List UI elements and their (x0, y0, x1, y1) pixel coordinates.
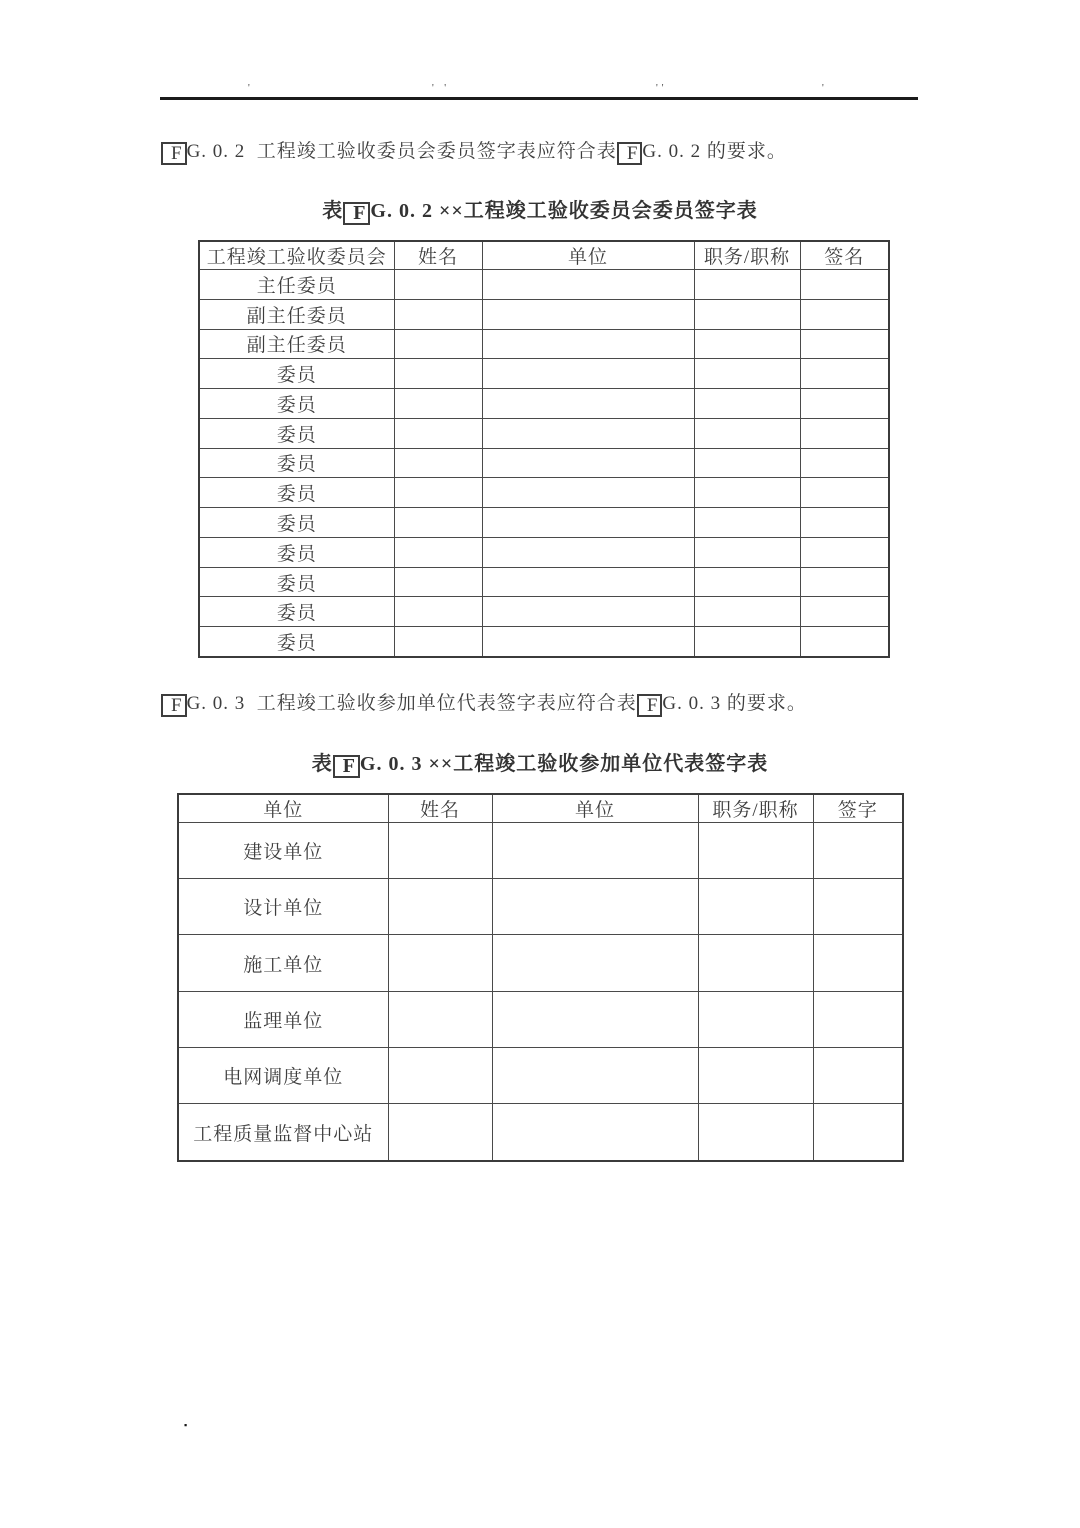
empty-fill-cell (492, 1104, 698, 1161)
empty-fill-cell (394, 478, 482, 508)
empty-fill-cell (394, 567, 482, 597)
empty-fill-cell (388, 1047, 492, 1103)
empty-fill-cell (813, 935, 903, 991)
table-row (199, 537, 889, 567)
empty-fill-cell (694, 597, 800, 627)
column-header: 签名 (800, 241, 889, 270)
empty-fill-cell (698, 991, 813, 1047)
header-noise-mark: '' (656, 83, 668, 94)
empty-fill-cell (800, 508, 889, 538)
table-header-row (199, 241, 889, 270)
table-row (199, 270, 889, 300)
empty-fill-cell (698, 879, 813, 935)
row-label-cell: 委员 (199, 418, 394, 448)
empty-fill-cell (694, 537, 800, 567)
table-row (178, 1047, 903, 1103)
column-header: 姓名 (394, 241, 482, 270)
row-label-cell: 委员 (199, 508, 394, 538)
clause-text: G. 0. 3 的要求。 (662, 693, 807, 714)
empty-fill-cell (394, 627, 482, 657)
table-row (199, 418, 889, 448)
row-label-cell: 委员 (199, 389, 394, 419)
empty-fill-cell (482, 418, 694, 448)
row-label-cell: 委员 (199, 627, 394, 657)
empty-fill-cell (482, 448, 694, 478)
row-label-cell: 施工单位 (178, 935, 388, 991)
empty-fill-cell (694, 389, 800, 419)
boxed-glyph: F (637, 694, 663, 717)
table-row (199, 597, 889, 627)
empty-fill-cell (800, 329, 889, 359)
empty-fill-cell (394, 418, 482, 448)
table-row (199, 627, 889, 657)
row-label-cell: 监理单位 (178, 991, 388, 1047)
column-header: 签字 (813, 794, 903, 823)
empty-fill-cell (482, 597, 694, 627)
empty-fill-cell (482, 478, 694, 508)
empty-fill-cell (388, 879, 492, 935)
title-prefix: 表 (322, 200, 344, 222)
empty-fill-cell (694, 359, 800, 389)
empty-fill-cell (800, 627, 889, 657)
empty-fill-cell (492, 935, 698, 991)
empty-fill-cell (694, 299, 800, 329)
table-row (199, 299, 889, 329)
row-label-cell: 委员 (199, 567, 394, 597)
empty-fill-cell (394, 389, 482, 419)
empty-fill-cell (694, 627, 800, 657)
empty-fill-cell (800, 299, 889, 329)
participating-unit-signature-table (177, 793, 904, 1162)
row-label-cell: 建设单位 (178, 823, 388, 879)
empty-fill-cell (813, 1047, 903, 1103)
empty-fill-cell (492, 991, 698, 1047)
table-fg-0-2-title (0, 194, 1080, 225)
empty-fill-cell (800, 597, 889, 627)
empty-fill-cell (800, 537, 889, 567)
table-row (199, 389, 889, 419)
boxed-glyph: F (333, 755, 360, 778)
empty-fill-cell (492, 879, 698, 935)
committee-member-signature-table (198, 240, 890, 658)
empty-fill-cell (694, 270, 800, 300)
empty-fill-cell (394, 329, 482, 359)
empty-fill-cell (482, 567, 694, 597)
row-label-cell: 委员 (199, 478, 394, 508)
empty-fill-cell (388, 935, 492, 991)
header-noise-mark: ' (822, 83, 828, 94)
empty-fill-cell (394, 359, 482, 389)
boxed-glyph: F (617, 142, 643, 165)
empty-fill-cell (800, 448, 889, 478)
stray-period-mark: ▪ (184, 1420, 188, 1430)
row-label-cell: 主任委员 (199, 270, 394, 300)
table-row (178, 823, 903, 879)
table-row (199, 329, 889, 359)
table-fg-0-3-title (0, 747, 1080, 778)
empty-fill-cell (813, 991, 903, 1047)
row-label-cell: 委员 (199, 448, 394, 478)
header-noise-mark: ' (248, 83, 254, 94)
empty-fill-cell (394, 597, 482, 627)
empty-fill-cell (800, 389, 889, 419)
empty-fill-cell (694, 329, 800, 359)
table-row (178, 991, 903, 1047)
empty-fill-cell (394, 537, 482, 567)
empty-fill-cell (482, 299, 694, 329)
empty-fill-cell (698, 823, 813, 879)
title-text: G. 0. 3 ××工程竣工验收参加单位代表签字表 (359, 753, 769, 775)
title-text: G. 0. 2 ××工程竣工验收委员会委员签字表 (370, 200, 758, 222)
page-header-rule (160, 97, 918, 100)
empty-fill-cell (800, 359, 889, 389)
row-label-cell: 电网调度单位 (178, 1047, 388, 1103)
clause-text: G. 0. 3 工程竣工验收参加单位代表签字表应符合表 (186, 693, 637, 714)
empty-fill-cell (694, 478, 800, 508)
empty-fill-cell (813, 1104, 903, 1161)
title-prefix: 表 (311, 753, 333, 775)
boxed-glyph: F (161, 694, 187, 717)
empty-fill-cell (813, 879, 903, 935)
empty-fill-cell (698, 1104, 813, 1161)
boxed-glyph: F (343, 202, 370, 225)
row-label-cell: 工程质量监督中心站 (178, 1104, 388, 1161)
empty-fill-cell (482, 508, 694, 538)
column-header: 工程竣工验收委员会 (199, 241, 394, 270)
row-label-cell: 设计单位 (178, 879, 388, 935)
clause-text: G. 0. 2 工程竣工验收委员会委员签字表应符合表 (186, 141, 617, 162)
boxed-glyph: F (161, 142, 187, 165)
row-label-cell: 委员 (199, 359, 394, 389)
empty-fill-cell (394, 270, 482, 300)
row-label-cell: 委员 (199, 537, 394, 567)
empty-fill-cell (800, 418, 889, 448)
row-label-cell: 委员 (199, 597, 394, 627)
empty-fill-cell (394, 508, 482, 538)
table-row (178, 1104, 903, 1161)
empty-fill-cell (694, 508, 800, 538)
empty-fill-cell (800, 567, 889, 597)
column-header: 姓名 (388, 794, 492, 823)
table-row (199, 508, 889, 538)
column-header: 职务/职称 (694, 241, 800, 270)
table-row (178, 879, 903, 935)
empty-fill-cell (394, 299, 482, 329)
table-row (199, 478, 889, 508)
empty-fill-cell (698, 935, 813, 991)
empty-fill-cell (492, 823, 698, 879)
empty-fill-cell (800, 478, 889, 508)
table-header-row (178, 794, 903, 823)
empty-fill-cell (482, 270, 694, 300)
empty-fill-cell (694, 448, 800, 478)
row-label-cell: 副主任委员 (199, 329, 394, 359)
table-row (199, 359, 889, 389)
empty-fill-cell (388, 823, 492, 879)
empty-fill-cell (800, 270, 889, 300)
table-row (199, 567, 889, 597)
clause-fg-0-2 (161, 139, 787, 165)
empty-fill-cell (388, 991, 492, 1047)
empty-fill-cell (482, 627, 694, 657)
empty-fill-cell (694, 567, 800, 597)
column-header: 单位 (178, 794, 388, 823)
header-noise-mark: ' ' (432, 83, 451, 94)
column-header: 单位 (492, 794, 698, 823)
clause-text: G. 0. 2 的要求。 (642, 141, 787, 162)
table-row (178, 935, 903, 991)
empty-fill-cell (694, 418, 800, 448)
empty-fill-cell (394, 448, 482, 478)
empty-fill-cell (482, 359, 694, 389)
empty-fill-cell (388, 1104, 492, 1161)
empty-fill-cell (813, 823, 903, 879)
empty-fill-cell (482, 389, 694, 419)
empty-fill-cell (492, 1047, 698, 1103)
clause-fg-0-3 (161, 691, 807, 717)
empty-fill-cell (698, 1047, 813, 1103)
column-header: 单位 (482, 241, 694, 270)
empty-fill-cell (482, 537, 694, 567)
table-row (199, 448, 889, 478)
column-header: 职务/职称 (698, 794, 813, 823)
empty-fill-cell (482, 329, 694, 359)
row-label-cell: 副主任委员 (199, 299, 394, 329)
